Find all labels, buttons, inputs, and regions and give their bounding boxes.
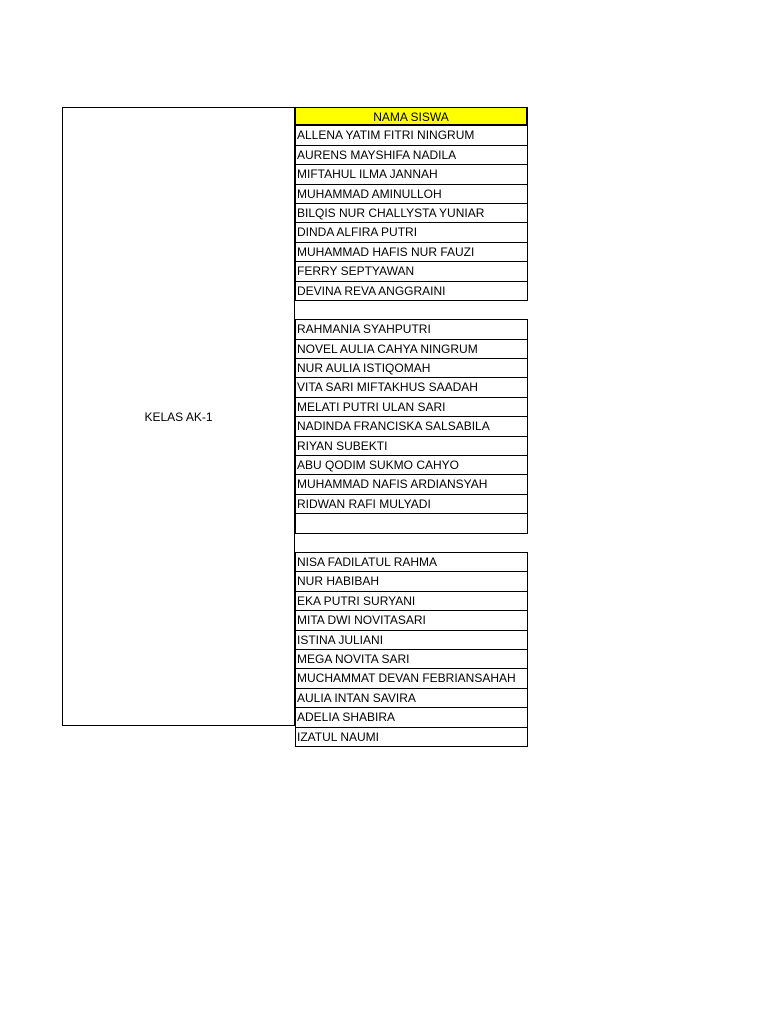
student-name-cell[interactable]: MUCHAMMAT DEVAN FEBRIANSAHAH [295,669,528,688]
student-name-cell[interactable]: FERRY SEPTYAWAN [295,262,528,281]
student-name-cell[interactable]: MELATI PUTRI ULAN SARI [295,398,528,417]
student-name-cell[interactable]: RAHMANIA SYAHPUTRI [295,320,528,339]
student-name-cell[interactable]: MEGA NOVITA SARI [295,650,528,669]
student-name-cell[interactable]: ISTINA JULIANI [295,631,528,650]
class-label: KELAS AK-1 [144,409,213,424]
column-header-nama-siswa[interactable]: NAMA SISWA [295,107,528,126]
student-name-cell[interactable]: IZATUL NAUMI [295,728,528,747]
student-name-cell[interactable]: AULIA INTAN SAVIRA [295,689,528,708]
student-name-cell[interactable]: MITA DWI NOVITASARI [295,611,528,630]
student-name-cell[interactable]: DINDA ALFIRA PUTRI [295,223,528,242]
student-name-cell[interactable]: ABU QODIM SUKMO CAHYO [295,456,528,475]
student-name-cell[interactable]: MIFTAHUL ILMA JANNAH [295,165,528,184]
student-name-cell[interactable]: DEVINA REVA ANGGRAINI [295,282,528,301]
student-name-cell[interactable]: NUR HABIBAH [295,572,528,591]
empty-separator-row[interactable] [295,301,528,320]
student-name-cell[interactable]: EKA PUTRI SURYANI [295,592,528,611]
student-name-cell[interactable]: NUR AULIA ISTIQOMAH [295,359,528,378]
student-name-cell[interactable]: MUHAMMAD NAFIS ARDIANSYAH [295,475,528,494]
student-name-cell[interactable]: RIYAN SUBEKTI [295,437,528,456]
student-name-cell[interactable]: NOVEL AULIA CAHYA NINGRUM [295,340,528,359]
student-name-cell[interactable]: NISA FADILATUL RAHMA [295,553,528,572]
student-name-cell[interactable]: BILQIS NUR CHALLYSTA YUNIAR [295,204,528,223]
student-table [62,107,528,744]
student-name-cell[interactable]: ADELIA SHABIRA [295,708,528,727]
student-name-cell[interactable]: RIDWAN RAFI MULYADI [295,495,528,514]
student-name-cell[interactable]: MUHAMMAD AMINULLOH [295,185,528,204]
student-name-cell[interactable]: NADINDA FRANCISKA SALSABILA [295,417,528,436]
class-label-cell[interactable] [62,107,295,726]
empty-separator-row[interactable] [295,534,528,553]
student-name-cell[interactable]: AURENS MAYSHIFA NADILA [295,146,528,165]
student-name-cell[interactable]: ALLENA YATIM FITRI NINGRUM [295,126,528,145]
empty-name-cell[interactable] [295,514,528,533]
student-name-cell[interactable]: VITA SARI MIFTAKHUS SAADAH [295,378,528,397]
student-name-column [295,107,528,747]
student-name-cell[interactable]: MUHAMMAD HAFIS NUR FAUZI [295,243,528,262]
